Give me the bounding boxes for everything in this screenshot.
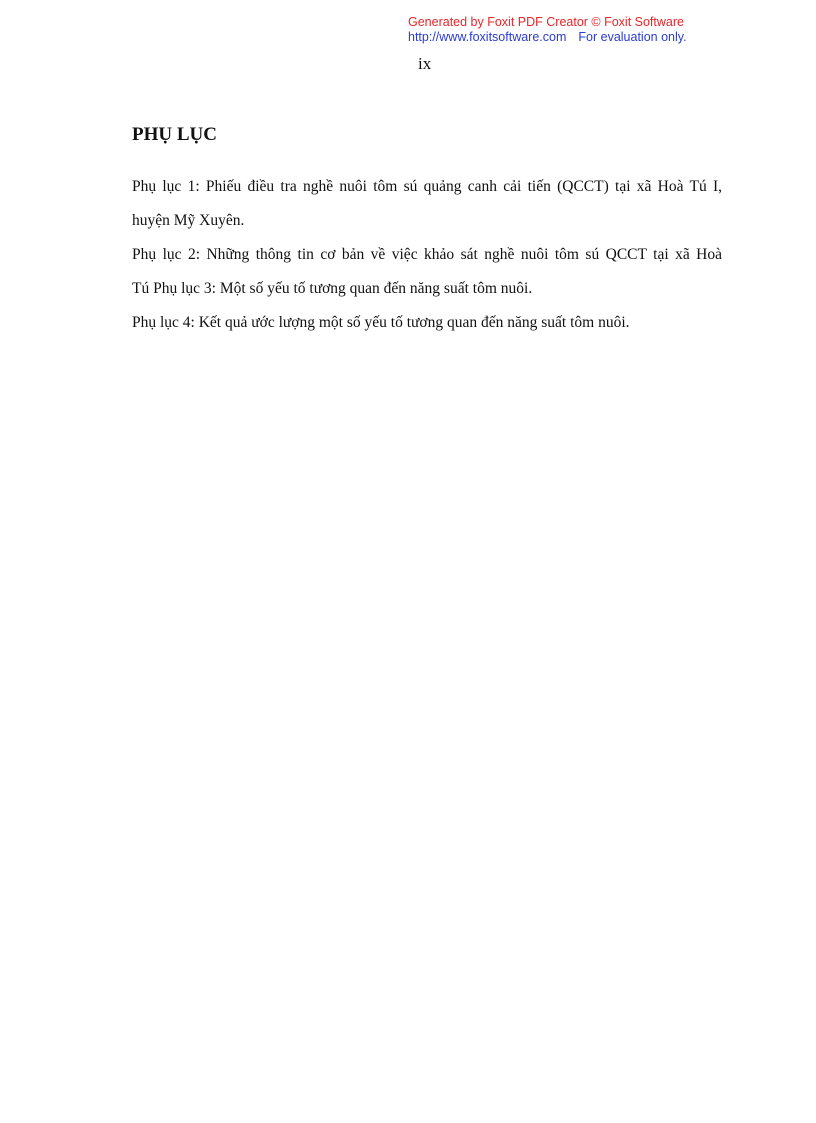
watermark-url-line bbox=[408, 30, 687, 45]
watermark-url-link[interactable]: http://www.foxitsoftware.com bbox=[408, 30, 567, 44]
watermark-generator-text: Generated by Foxit PDF Creator © Foxit Software bbox=[408, 15, 684, 29]
page-number: ix bbox=[418, 54, 432, 73]
appendix-2-3-line: Tú Phụ lục 3: Một số yếu tố tương quan đến năng suất tôm nuôi. bbox=[132, 280, 533, 297]
appendix-4: Phụ lục 4: Kết quả ước lượng một số yếu tố tương quan đến năng suất tôm nuôi. bbox=[132, 314, 630, 331]
appendix-2-line-1: Phụ lục 2: Những thông tin cơ bản về việc khảo sát nghề nuôi tôm sú QCCT tại xã Hoà bbox=[132, 246, 722, 263]
appendix-1-line-2: huyện Mỹ Xuyên. bbox=[132, 212, 245, 229]
page-title: PHỤ LỤC bbox=[132, 124, 217, 145]
appendix-list bbox=[132, 170, 722, 340]
appendix-1-line-1: Phụ lục 1: Phiếu điều tra nghề nuôi tôm sú quảng canh cải tiến (QCCT) tại xã Hoà Tú I, bbox=[132, 178, 722, 195]
foxit-watermark bbox=[408, 15, 687, 45]
watermark-evaluation-note: For evaluation only. bbox=[578, 30, 687, 44]
